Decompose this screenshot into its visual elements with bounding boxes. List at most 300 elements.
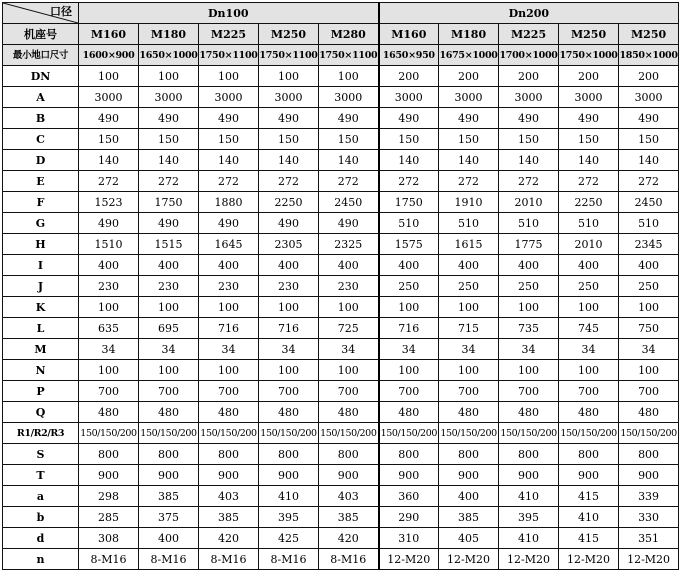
row-label: B (3, 108, 79, 129)
table-cell: 480 (319, 402, 379, 423)
table-cell: 400 (79, 255, 139, 276)
table-cell: 150 (79, 129, 139, 150)
table-cell: 716 (259, 318, 319, 339)
table-cell: 480 (379, 402, 439, 423)
table-cell: 34 (559, 339, 619, 360)
min-size-label: 最小地口尺寸 (3, 45, 79, 66)
table-cell: 1910 (439, 192, 499, 213)
table-row (3, 423, 679, 444)
table-cell: 900 (499, 465, 559, 486)
table-cell: 100 (379, 360, 439, 381)
table-cell: 400 (439, 486, 499, 507)
table-cell: 272 (559, 171, 619, 192)
table-cell: 2345 (619, 234, 679, 255)
model-header: M225 (499, 24, 559, 45)
table-cell: 1510 (79, 234, 139, 255)
table-cell: 800 (319, 444, 379, 465)
table-cell: 3000 (499, 87, 559, 108)
min-size-cell: 1750×1100 (259, 45, 319, 66)
table-cell: 140 (199, 150, 259, 171)
table-cell: 385 (439, 507, 499, 528)
table-cell: 150/150/200 (139, 423, 199, 444)
table-cell: 716 (379, 318, 439, 339)
table-cell: 716 (199, 318, 259, 339)
table-cell: 150 (319, 129, 379, 150)
table-cell: 395 (259, 507, 319, 528)
table-cell: 1515 (139, 234, 199, 255)
table-cell: 100 (439, 297, 499, 318)
table-cell: 400 (439, 255, 499, 276)
table-cell: 900 (379, 465, 439, 486)
table-cell: 400 (379, 255, 439, 276)
table-cell: 2325 (319, 234, 379, 255)
table-cell: 250 (619, 276, 679, 297)
table-cell: 34 (439, 339, 499, 360)
model-header: M160 (379, 24, 439, 45)
table-cell: 400 (619, 255, 679, 276)
table-row (3, 171, 679, 192)
row-label: E (3, 171, 79, 192)
table-cell: 385 (139, 486, 199, 507)
table-cell: 140 (619, 150, 679, 171)
dimension-table-container (2, 2, 678, 564)
table-row (3, 108, 679, 129)
table-cell: 272 (199, 171, 259, 192)
table-cell: 700 (379, 381, 439, 402)
table-cell: 150 (439, 129, 499, 150)
min-size-cell: 1650×950 (379, 45, 439, 66)
table-cell: 100 (199, 297, 259, 318)
table-cell: 490 (319, 213, 379, 234)
table-cell: 100 (79, 360, 139, 381)
table-cell: 900 (559, 465, 619, 486)
row-label: T (3, 465, 79, 486)
table-row (3, 444, 679, 465)
table-cell: 150 (259, 129, 319, 150)
table-cell: 3000 (79, 87, 139, 108)
table-cell: 400 (139, 528, 199, 549)
table-cell: 12-M20 (499, 549, 559, 570)
table-row (3, 255, 679, 276)
table-cell: 410 (259, 486, 319, 507)
table-cell: 100 (199, 360, 259, 381)
table-cell: 100 (499, 360, 559, 381)
table-cell: 900 (619, 465, 679, 486)
table-cell: 8-M16 (139, 549, 199, 570)
row-label: Q (3, 402, 79, 423)
min-size-cell: 1650×1000 (139, 45, 199, 66)
table-cell: 480 (139, 402, 199, 423)
table-cell: 403 (319, 486, 379, 507)
table-cell: 200 (439, 66, 499, 87)
table-cell: 900 (439, 465, 499, 486)
table-cell: 308 (79, 528, 139, 549)
table-cell: 415 (559, 486, 619, 507)
table-cell: 490 (139, 213, 199, 234)
row-label: M (3, 339, 79, 360)
row-label: D (3, 150, 79, 171)
table-cell: 420 (199, 528, 259, 549)
table-cell: 100 (619, 360, 679, 381)
table-cell: 420 (319, 528, 379, 549)
table-row (3, 276, 679, 297)
table-cell: 900 (259, 465, 319, 486)
table-cell: 700 (319, 381, 379, 402)
table-cell: 480 (199, 402, 259, 423)
table-cell: 100 (79, 297, 139, 318)
min-size-cell: 1675×1000 (439, 45, 499, 66)
table-cell: 480 (79, 402, 139, 423)
table-cell: 100 (319, 297, 379, 318)
row-label: a (3, 486, 79, 507)
table-cell: 510 (379, 213, 439, 234)
table-cell: 800 (259, 444, 319, 465)
table-cell: 272 (79, 171, 139, 192)
min-size-cell: 1750×1100 (199, 45, 259, 66)
table-cell: 360 (379, 486, 439, 507)
min-size-cell: 1750×1100 (319, 45, 379, 66)
table-cell: 400 (319, 255, 379, 276)
table-cell: 34 (499, 339, 559, 360)
table-cell: 1775 (499, 234, 559, 255)
table-cell: 34 (619, 339, 679, 360)
table-cell: 490 (319, 108, 379, 129)
table-cell: 1575 (379, 234, 439, 255)
table-cell: 100 (319, 360, 379, 381)
table-row (3, 465, 679, 486)
min-size-cell: 1700×1000 (499, 45, 559, 66)
row-label: F (3, 192, 79, 213)
min-size-cell: 1750×1000 (559, 45, 619, 66)
table-cell: 2010 (499, 192, 559, 213)
table-cell: 700 (79, 381, 139, 402)
table-cell: 3000 (559, 87, 619, 108)
table-cell: 700 (559, 381, 619, 402)
table-cell: 2250 (559, 192, 619, 213)
table-cell: 400 (559, 255, 619, 276)
table-cell: 3000 (619, 87, 679, 108)
table-row (3, 528, 679, 549)
table-cell: 150/150/200 (559, 423, 619, 444)
table-row (3, 192, 679, 213)
table-cell: 34 (379, 339, 439, 360)
table-cell: 410 (499, 528, 559, 549)
table-cell: 150 (619, 129, 679, 150)
table-cell: 490 (79, 213, 139, 234)
row-label: P (3, 381, 79, 402)
dimension-table (2, 2, 679, 570)
table-cell: 12-M20 (439, 549, 499, 570)
table-cell: 490 (139, 108, 199, 129)
table-cell: 800 (79, 444, 139, 465)
table-cell: 2450 (619, 192, 679, 213)
row-label: S (3, 444, 79, 465)
table-cell: 635 (79, 318, 139, 339)
table-cell: 330 (619, 507, 679, 528)
table-cell: 285 (79, 507, 139, 528)
table-cell: 100 (259, 66, 319, 87)
table-cell: 100 (499, 297, 559, 318)
table-cell: 8-M16 (199, 549, 259, 570)
table-cell: 100 (139, 66, 199, 87)
table-cell: 800 (499, 444, 559, 465)
table-cell: 3000 (319, 87, 379, 108)
table-cell: 140 (559, 150, 619, 171)
row-label: DN (3, 66, 79, 87)
row-label: J (3, 276, 79, 297)
table-cell: 100 (439, 360, 499, 381)
table-cell: 100 (139, 360, 199, 381)
table-row (3, 549, 679, 570)
table-cell: 3000 (439, 87, 499, 108)
row-label: K (3, 297, 79, 318)
table-cell: 1880 (199, 192, 259, 213)
table-cell: 510 (619, 213, 679, 234)
table-cell: 230 (79, 276, 139, 297)
table-cell: 8-M16 (79, 549, 139, 570)
table-cell: 490 (79, 108, 139, 129)
table-cell: 400 (139, 255, 199, 276)
table-cell: 150/150/200 (499, 423, 559, 444)
table-cell: 100 (139, 297, 199, 318)
table-cell: 150 (499, 129, 559, 150)
table-cell: 410 (499, 486, 559, 507)
table-cell: 700 (139, 381, 199, 402)
table-cell: 2450 (319, 192, 379, 213)
row-label: n (3, 549, 79, 570)
table-cell: 490 (379, 108, 439, 129)
table-cell: 272 (439, 171, 499, 192)
table-row (3, 486, 679, 507)
row-label: N (3, 360, 79, 381)
min-size-cell: 1850×1000 (619, 45, 679, 66)
table-cell: 510 (439, 213, 499, 234)
table-cell: 800 (139, 444, 199, 465)
table-cell: 140 (259, 150, 319, 171)
table-cell: 12-M20 (559, 549, 619, 570)
table-cell: 150/150/200 (619, 423, 679, 444)
row-label: I (3, 255, 79, 276)
row-label: C (3, 129, 79, 150)
table-cell: 272 (319, 171, 379, 192)
table-cell: 745 (559, 318, 619, 339)
table-cell: 230 (199, 276, 259, 297)
table-cell: 490 (199, 213, 259, 234)
table-cell: 150 (199, 129, 259, 150)
table-cell: 100 (619, 297, 679, 318)
table-cell: 140 (139, 150, 199, 171)
table-cell: 415 (559, 528, 619, 549)
table-cell: 480 (499, 402, 559, 423)
table-cell: 351 (619, 528, 679, 549)
table-cell: 2010 (559, 234, 619, 255)
table-cell: 12-M20 (379, 549, 439, 570)
table-cell: 800 (379, 444, 439, 465)
table-cell: 34 (79, 339, 139, 360)
table-cell: 490 (439, 108, 499, 129)
min-size-cell: 1600×900 (79, 45, 139, 66)
table-cell: 3000 (199, 87, 259, 108)
table-cell: 490 (199, 108, 259, 129)
table-cell: 1523 (79, 192, 139, 213)
table-cell: 2305 (259, 234, 319, 255)
table-cell: 12-M20 (619, 549, 679, 570)
table-cell: 140 (319, 150, 379, 171)
row-label: A (3, 87, 79, 108)
model-header: M180 (139, 24, 199, 45)
table-cell: 230 (259, 276, 319, 297)
header-row-models (3, 24, 679, 45)
table-cell: 700 (259, 381, 319, 402)
table-row (3, 129, 679, 150)
table-cell: 100 (259, 297, 319, 318)
table-cell: 3000 (139, 87, 199, 108)
header-row-min-size (3, 45, 679, 66)
table-cell: 140 (499, 150, 559, 171)
table-cell: 405 (439, 528, 499, 549)
table-cell: 34 (259, 339, 319, 360)
table-cell: 250 (439, 276, 499, 297)
table-cell: 250 (499, 276, 559, 297)
table-cell: 480 (439, 402, 499, 423)
table-cell: 700 (499, 381, 559, 402)
table-cell: 100 (379, 297, 439, 318)
table-cell: 150/150/200 (319, 423, 379, 444)
model-header: M180 (439, 24, 499, 45)
table-cell: 150 (139, 129, 199, 150)
model-header: M250 (619, 24, 679, 45)
table-cell: 900 (139, 465, 199, 486)
table-cell: 250 (379, 276, 439, 297)
table-cell: 150/150/200 (259, 423, 319, 444)
table-cell: 490 (559, 108, 619, 129)
table-row (3, 507, 679, 528)
table-cell: 150/150/200 (79, 423, 139, 444)
table-cell: 700 (199, 381, 259, 402)
group-header-dn200: Dn200 (379, 3, 679, 24)
table-row (3, 150, 679, 171)
table-cell: 250 (559, 276, 619, 297)
table-cell: 339 (619, 486, 679, 507)
table-cell: 230 (319, 276, 379, 297)
model-header: M280 (319, 24, 379, 45)
table-cell: 400 (259, 255, 319, 276)
table-cell: 750 (619, 318, 679, 339)
table-body (3, 66, 679, 570)
table-row (3, 360, 679, 381)
table-cell: 480 (559, 402, 619, 423)
table-cell: 1645 (199, 234, 259, 255)
table-cell: 100 (199, 66, 259, 87)
table-cell: 1750 (139, 192, 199, 213)
table-cell: 900 (319, 465, 379, 486)
table-row (3, 381, 679, 402)
table-cell: 400 (199, 255, 259, 276)
table-cell: 140 (379, 150, 439, 171)
model-header: M250 (259, 24, 319, 45)
corner-bottom-label: 机座号 (3, 24, 79, 45)
table-cell: 140 (79, 150, 139, 171)
table-cell: 150/150/200 (379, 423, 439, 444)
table-cell: 375 (139, 507, 199, 528)
model-header: M160 (79, 24, 139, 45)
corner-cell (3, 3, 79, 24)
table-cell: 510 (499, 213, 559, 234)
table-cell: 100 (559, 360, 619, 381)
table-cell: 800 (199, 444, 259, 465)
table-cell: 695 (139, 318, 199, 339)
table-cell: 298 (79, 486, 139, 507)
table-cell: 490 (619, 108, 679, 129)
row-label: d (3, 528, 79, 549)
table-cell: 490 (499, 108, 559, 129)
table-cell: 150 (379, 129, 439, 150)
table-cell: 140 (439, 150, 499, 171)
table-cell: 34 (199, 339, 259, 360)
table-cell: 425 (259, 528, 319, 549)
table-cell: 310 (379, 528, 439, 549)
table-cell: 100 (79, 66, 139, 87)
row-label: H (3, 234, 79, 255)
table-cell: 3000 (259, 87, 319, 108)
table-cell: 34 (319, 339, 379, 360)
table-row (3, 213, 679, 234)
table-cell: 200 (499, 66, 559, 87)
table-cell: 100 (319, 66, 379, 87)
table-cell: 8-M16 (319, 549, 379, 570)
table-cell: 230 (139, 276, 199, 297)
row-label: R1/R2/R3 (3, 423, 79, 444)
table-cell: 725 (319, 318, 379, 339)
table-cell: 700 (439, 381, 499, 402)
table-cell: 480 (619, 402, 679, 423)
table-cell: 200 (619, 66, 679, 87)
table-cell: 490 (259, 108, 319, 129)
table-cell: 410 (559, 507, 619, 528)
table-cell: 290 (379, 507, 439, 528)
table-cell: 800 (439, 444, 499, 465)
group-header-dn100: Dn100 (79, 3, 379, 24)
model-header: M225 (199, 24, 259, 45)
table-cell: 100 (259, 360, 319, 381)
table-cell: 100 (559, 297, 619, 318)
table-cell: 272 (139, 171, 199, 192)
table-cell: 1750 (379, 192, 439, 213)
table-cell: 8-M16 (259, 549, 319, 570)
table-cell: 510 (559, 213, 619, 234)
model-header: M250 (559, 24, 619, 45)
table-row (3, 402, 679, 423)
table-cell: 150 (559, 129, 619, 150)
table-cell: 272 (379, 171, 439, 192)
table-cell: 200 (559, 66, 619, 87)
table-cell: 800 (619, 444, 679, 465)
table-cell: 715 (439, 318, 499, 339)
row-label: L (3, 318, 79, 339)
table-cell: 385 (319, 507, 379, 528)
table-row (3, 234, 679, 255)
table-cell: 34 (139, 339, 199, 360)
table-row (3, 66, 679, 87)
row-label: G (3, 213, 79, 234)
row-label: b (3, 507, 79, 528)
table-cell: 150/150/200 (199, 423, 259, 444)
table-cell: 385 (199, 507, 259, 528)
table-cell: 1615 (439, 234, 499, 255)
table-cell: 272 (499, 171, 559, 192)
table-cell: 403 (199, 486, 259, 507)
table-row (3, 297, 679, 318)
